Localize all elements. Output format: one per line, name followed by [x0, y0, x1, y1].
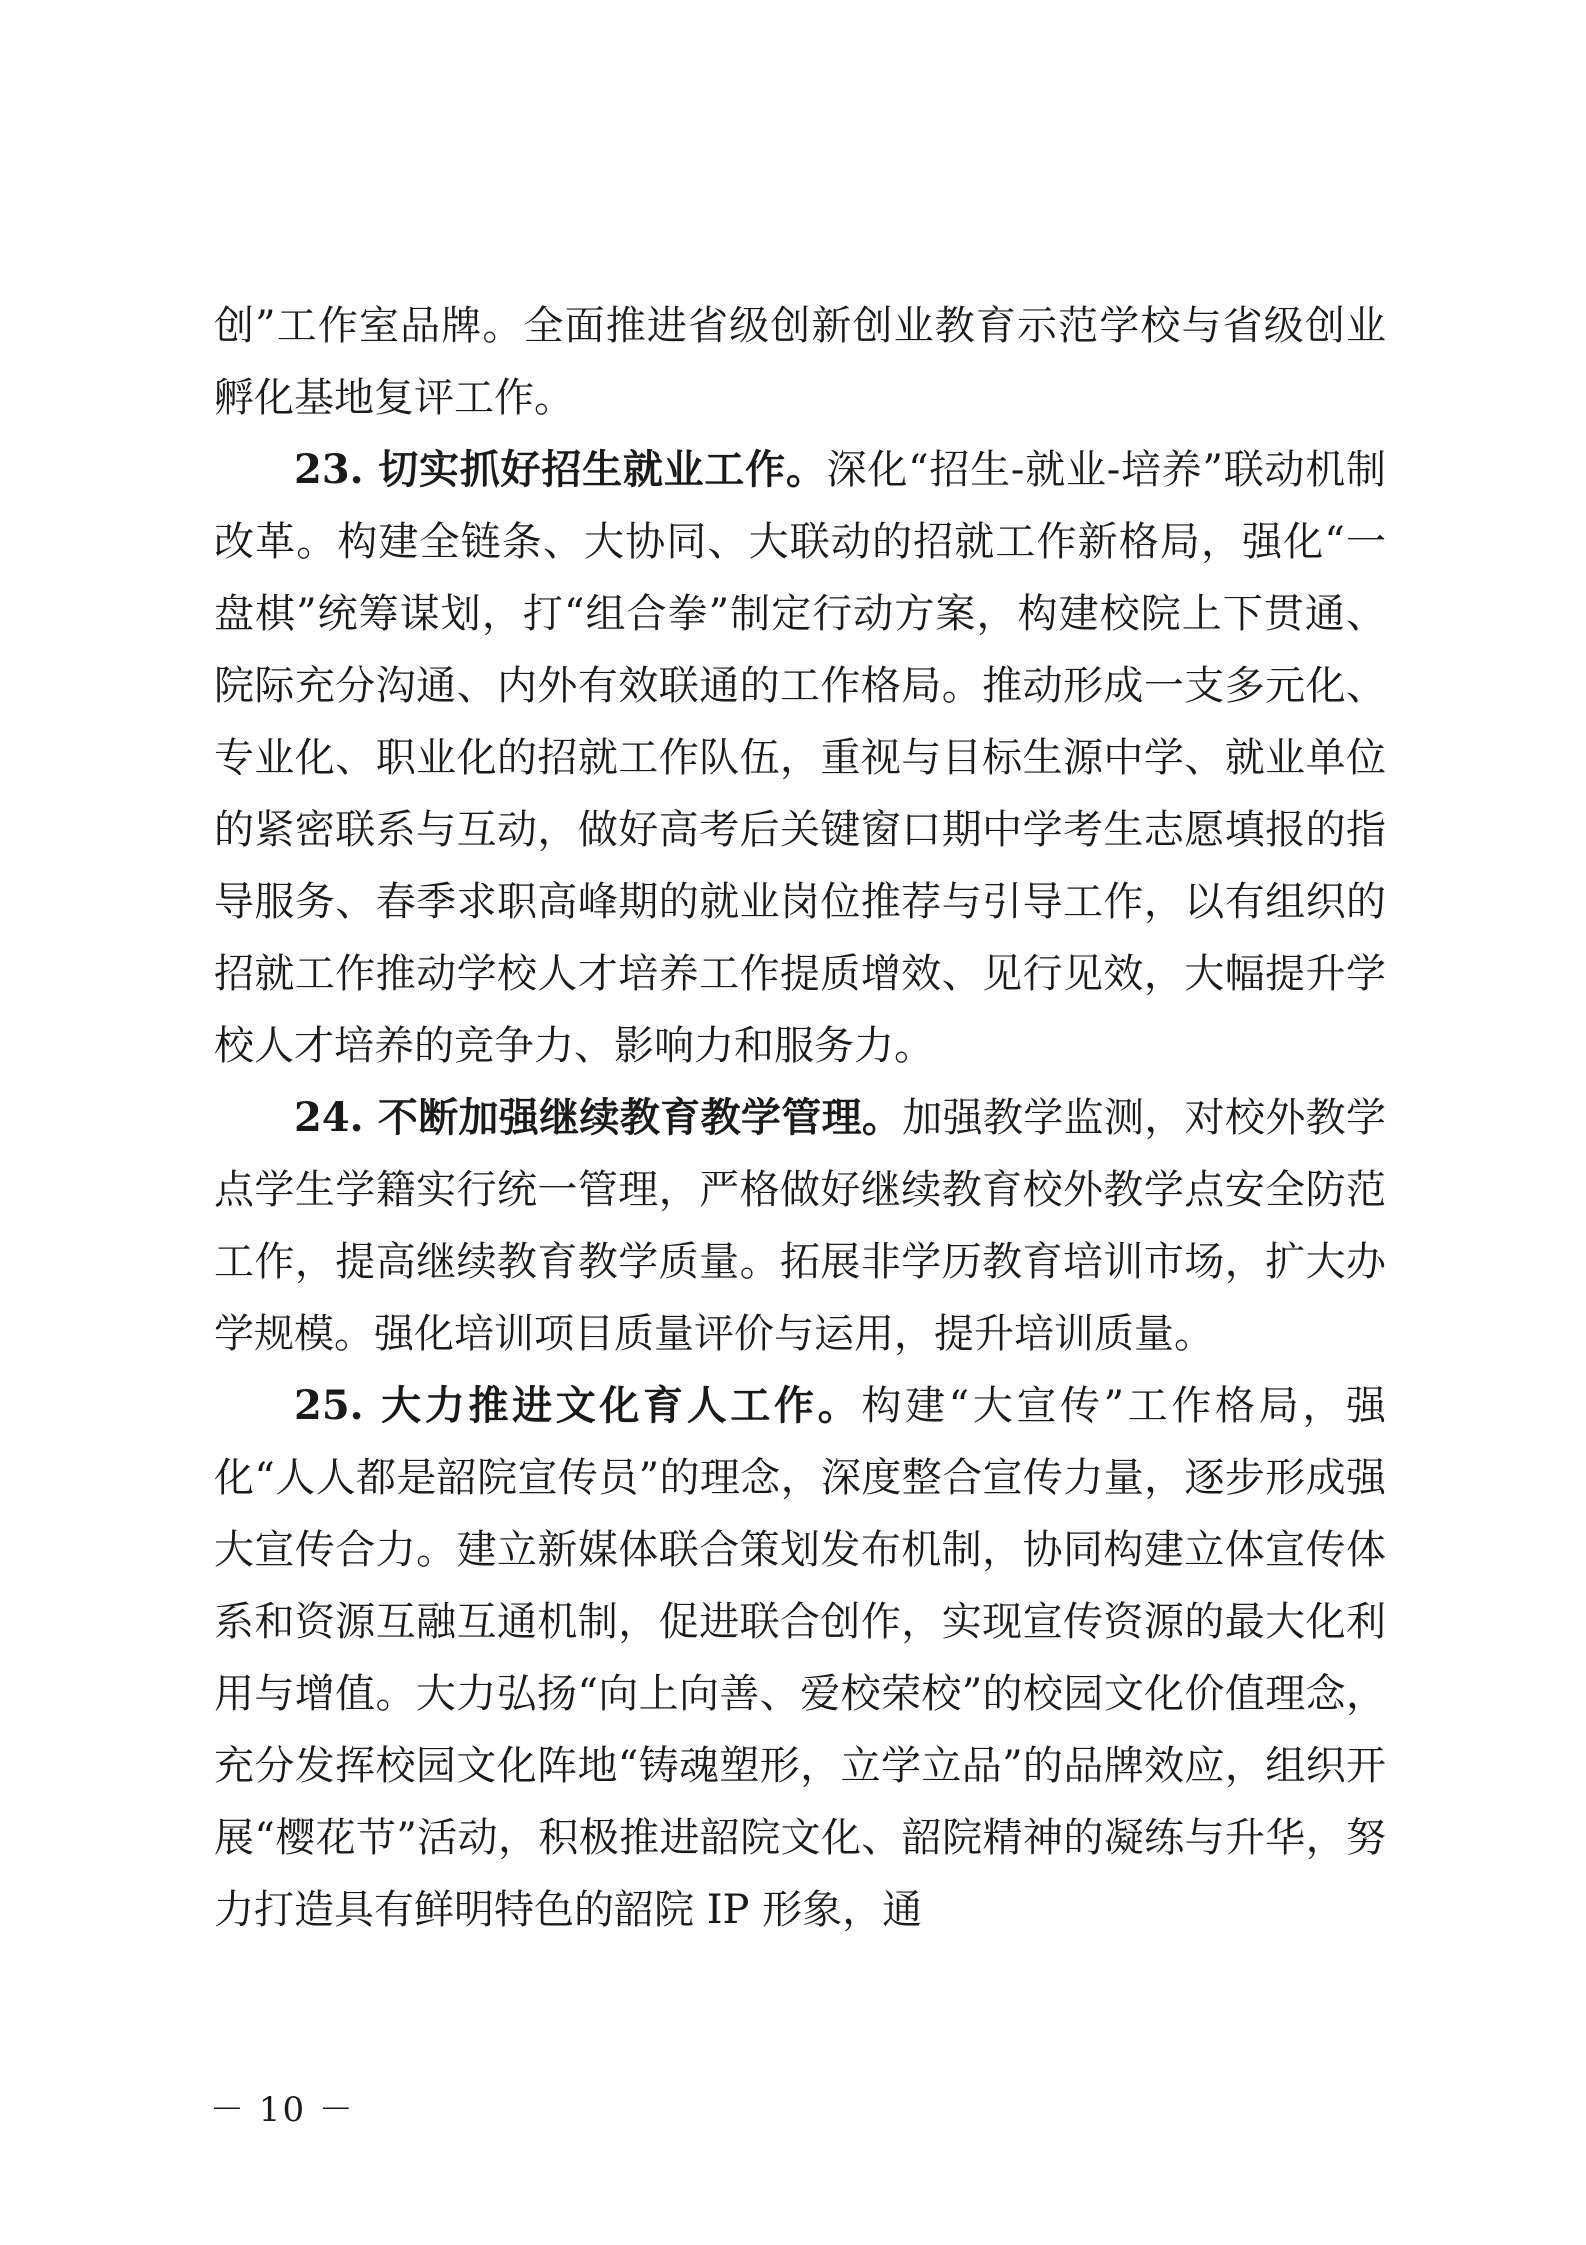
body-text — [214, 290, 1386, 1946]
paragraph-body: 深化“招生-就业-培养”联动机制改革。构建全链条、大协同、大联动的招就工作新格局，强化“一盘棋”统筹谋划，打“组合拳”制定行动方案，构建校院上下贯通、院际充分沟通、内外有效联通的工作格局。推动形成一支多元化、专业化、职业化的招就工作队伍，重视与目标生源中学、就业单位的紧密联系与互动，做好高考后关键窗口期中学考生志愿填报的指导服务、春季求职高峰期的就业岗位推荐与引导工作，以有组织的招就工作推动学校人才培养工作提质增效、见行见效，大幅提升学校人才培养的竞争力、影响力和服务力。 — [214, 447, 1387, 1069]
paragraph-heading: 23. 切实抓好招生就业工作。 — [294, 446, 827, 493]
paragraph-heading: 24. 不断加强继续教育教学管理。 — [294, 1094, 903, 1141]
paragraph-body: 创”工作室品牌。全面推进省级创新创业教育示范学校与省级创业孵化基地复评工作。 — [214, 303, 1386, 421]
paragraph-24 — [214, 1082, 1386, 1370]
page-number: － 10 － — [210, 2090, 355, 2130]
paragraph-body: 加强教学监测，对校外教学点学生学籍实行统一管理，严格做好继续教育校外教学点安全防范工作，提高继续教育教学质量。拓展非学历教育培训市场，扩大办学规模。强化培训项目质量评价与运用，提升培训质量。 — [214, 1095, 1387, 1357]
paragraph-23 — [214, 434, 1386, 1082]
paragraph-continuation — [214, 290, 1386, 434]
paragraph-heading: 25. 大力推进文化育人工作。 — [294, 1382, 862, 1429]
paragraph-25 — [214, 1370, 1386, 1946]
paragraph-body: 构建“大宣传”工作格局，强化“人人都是韶院宣传员”的理念，深度整合宣传力量，逐步形成强大宣传合力。建立新媒体联合策划发布机制，协同构建立体宣传体系和资源互融互通机制，促进联合创作，实现宣传资源的最大化利用与增值。大力弘扬“向上向善、爱校荣校”的校园文化价值理念，充分发挥校园文化阵地“铸魂塑形，立学立品”的品牌效应，组织开展“樱花节”活动，积极推进韶院文化、韶院精神的凝练与升华，努力打造具有鲜明特色的韶院 IP 形象，通 — [214, 1383, 1386, 1933]
